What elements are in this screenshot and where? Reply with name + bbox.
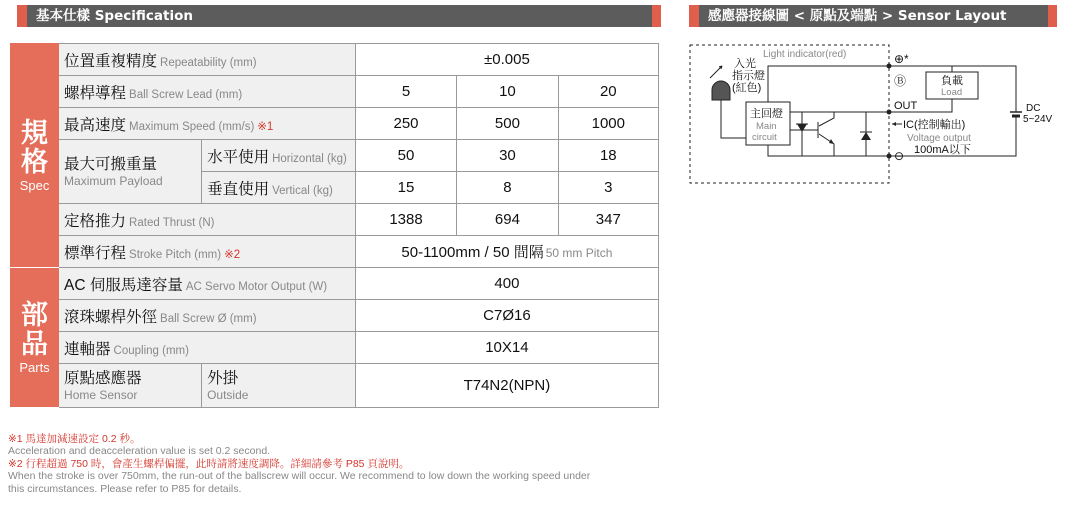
indicator-zh-3: (紅色) xyxy=(732,82,762,94)
minus-terminal-label: ⊖ xyxy=(894,149,905,163)
home-sensor-label: 原點感應器 Home Sensor xyxy=(59,364,202,408)
terminal-dot xyxy=(887,64,892,69)
lead-label: 螺桿導程 Ball Screw Lead (mm) xyxy=(59,76,356,108)
voltage-output-label: Voltage output xyxy=(907,133,971,144)
thrust-value: 1388 xyxy=(355,204,456,236)
dc-range-label: 5~24V xyxy=(1023,114,1053,125)
motor-label: AC 伺服馬達容量 AC Servo Motor Output (W) xyxy=(59,268,356,300)
note-1-en: Acceleration and deacceleration value is set 0.2 second. xyxy=(8,445,271,458)
table-row xyxy=(11,364,659,408)
speed-value: 500 xyxy=(457,108,558,140)
lead-value: 5 xyxy=(355,76,456,108)
payload-vertical-label: 垂直使用 Vertical (kg) xyxy=(202,172,356,204)
transistor-arrow-icon xyxy=(829,139,834,144)
header-tail-accent xyxy=(1048,5,1057,27)
thrust-value: 347 xyxy=(558,204,658,236)
table-row xyxy=(11,332,659,364)
table-row xyxy=(11,108,659,140)
plus-terminal-label: ⊕* xyxy=(894,52,909,66)
payload-vertical-value: 3 xyxy=(558,172,658,204)
header-tail-accent xyxy=(652,5,661,27)
load-en: Load xyxy=(941,87,963,98)
stroke-label: 標準行程 Stroke Pitch (mm) ※2 xyxy=(59,236,356,268)
home-sensor-mount-label: 外掛 Outside xyxy=(202,364,356,408)
coupling-value: 10X14 xyxy=(355,332,658,364)
payload-vertical-value: 8 xyxy=(457,172,558,204)
coupling-label: 連軸器 Coupling (mm) xyxy=(59,332,356,364)
lead-value: 10 xyxy=(457,76,558,108)
spec-table xyxy=(10,43,659,408)
sensor-section-title: 感應器接線圖 < 原點及端點 > Sensor Layout xyxy=(708,8,1007,24)
spec-section-header xyxy=(17,5,661,27)
table-row xyxy=(11,44,659,76)
voltage-value-label: 100mA以下 xyxy=(914,144,971,156)
out-terminal-label: OUT xyxy=(894,100,918,112)
speed-value: 1000 xyxy=(558,108,658,140)
terminal-dot xyxy=(887,110,892,115)
ballscrew-label: 滾珠螺桿外徑 Ball Screw Ø (mm) xyxy=(59,300,356,332)
header-accent xyxy=(17,5,27,27)
ic-label: IC(控制輸出) xyxy=(903,119,966,131)
main-circuit-en-1: Main xyxy=(756,121,777,132)
speed-label: 最高速度 Maximum Speed (mm/s) ※1 xyxy=(59,108,356,140)
repeatability-value: ±0.005 xyxy=(355,44,658,76)
table-row xyxy=(11,204,659,236)
payload-vertical-value: 15 xyxy=(355,172,456,204)
lead-value: 20 xyxy=(558,76,658,108)
b-terminal-label: Ⓑ xyxy=(894,74,907,88)
payload-horizontal-value: 50 xyxy=(355,140,456,172)
zener-diode-icon xyxy=(860,132,872,140)
terminal-dot xyxy=(887,154,892,159)
footnotes xyxy=(8,433,658,495)
dc-supply-icon xyxy=(1010,112,1022,116)
table-row xyxy=(11,236,659,268)
main-circuit-zh: 主回燈 xyxy=(750,108,783,120)
thrust-label: 定格推力 Rated Thrust (N) xyxy=(59,204,356,236)
header-accent xyxy=(689,5,699,27)
table-row xyxy=(11,268,659,300)
led-indicator-icon xyxy=(710,66,730,100)
table-row xyxy=(11,300,659,332)
thrust-value: 694 xyxy=(457,204,558,236)
speed-value: 250 xyxy=(355,108,456,140)
sensor-wiring-diagram xyxy=(686,38,1056,188)
payload-horizontal-label: 水平使用 Horizontal (kg) xyxy=(202,140,356,172)
zener-diode-icon xyxy=(796,124,808,132)
table-row xyxy=(11,76,659,108)
parts-group-label: 部 品 Parts xyxy=(11,268,59,408)
stroke-value: 50-1100mm / 50 間隔 50 mm Pitch xyxy=(355,236,658,268)
note-2-en: When the stroke is over 750mm, the run-out of the ballscrew will occur. We recommend to low down the working speed under xyxy=(8,470,591,483)
light-indicator-label: Light indicator(red) xyxy=(763,49,847,60)
indicator-zh-2: 指示燈 xyxy=(732,70,765,82)
indicator-zh-1: 入光 xyxy=(734,58,756,70)
spec-group-label: 規 格 Spec xyxy=(11,44,59,268)
dc-label: DC xyxy=(1026,103,1041,114)
ballscrew-value: C7Ø16 xyxy=(355,300,658,332)
payload-horizontal-value: 30 xyxy=(457,140,558,172)
main-circuit-en-2: circuit xyxy=(752,132,777,143)
load-zh: 負載 xyxy=(941,75,963,87)
home-sensor-value: T74N2(NPN) xyxy=(355,364,658,408)
sensor-section-header xyxy=(689,5,1057,27)
spec-section-title: 基本仕樣 Specification xyxy=(36,8,193,24)
note-2-zh: ※2 行程超過 750 時，會產生螺桿偏擺，此時請將速度調降。詳細請參考 P85 頁說明。 xyxy=(8,457,410,470)
payload-horizontal-value: 18 xyxy=(558,140,658,172)
repeatability-label: 位置重複精度 Repeatability (mm) xyxy=(59,44,356,76)
motor-value: 400 xyxy=(355,268,658,300)
table-row xyxy=(11,140,659,172)
note-2-en-cont: this circumstances. Please refer to P85 for details. xyxy=(8,482,242,495)
payload-label: 最大可搬重量 Maximum Payload xyxy=(59,140,202,204)
note-1-zh: ※1 馬達加減速設定 0.2 秒。 xyxy=(8,433,141,445)
